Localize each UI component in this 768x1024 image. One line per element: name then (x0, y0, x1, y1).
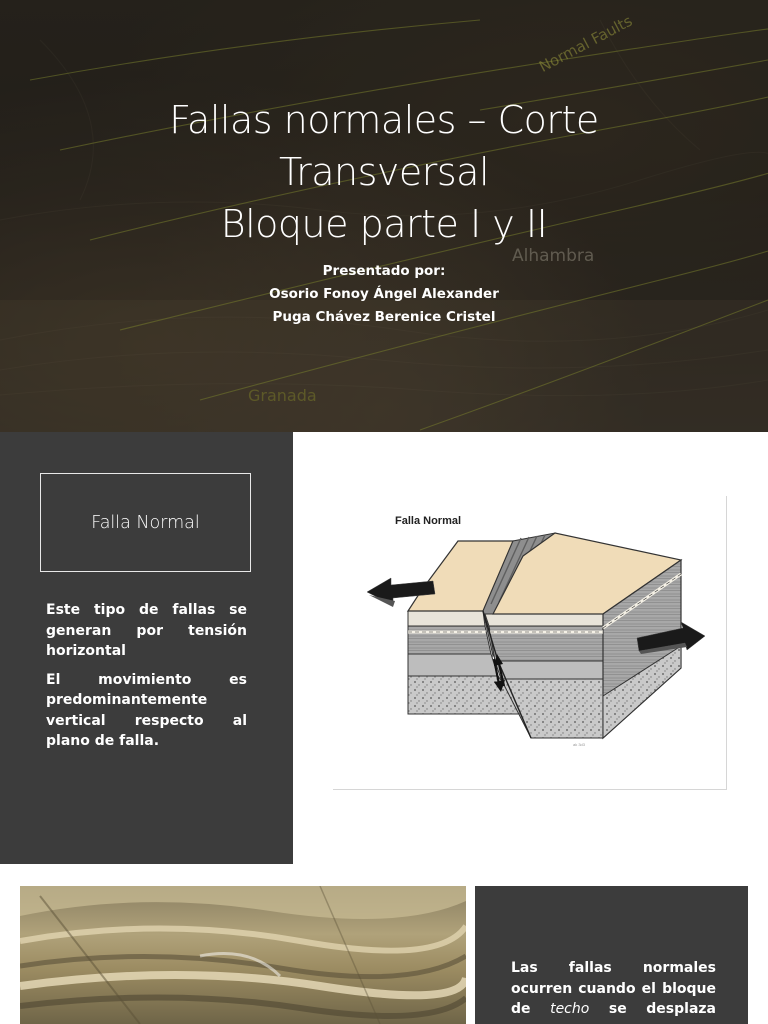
definition-text (46, 600, 247, 760)
presenter-name-1: Osorio Fonoy Ángel Alexander (269, 286, 499, 302)
definition-paragraph-2: El movimiento es predominantemente vertical respecto al plano de falla. (46, 671, 247, 749)
section-title-box (40, 473, 251, 572)
definition-paragraph-1: Este tipo de fallas se generan por tensión horizontal (46, 602, 247, 659)
definition-panel (0, 432, 293, 864)
explanation-text (511, 958, 716, 1020)
presenter-name-2: Puga Chávez Berenice Cristel (272, 309, 496, 325)
presenters-block (0, 260, 768, 329)
explanation-term-techo: techo (550, 1001, 590, 1017)
title-slide (0, 0, 768, 432)
title-line-2: Transversal (278, 150, 490, 194)
section-title: Falla Normal (91, 512, 200, 533)
title-line-1: Fallas normales – Corte (169, 98, 599, 142)
map-label-granada: Granada (248, 386, 317, 405)
title-line-3: Bloque parte I y II (220, 202, 548, 246)
diagram-panel (293, 432, 768, 864)
presented-by-label: Presentado por: (322, 263, 446, 279)
slide-title (0, 94, 768, 250)
rock-photo-texture (20, 886, 466, 1024)
normal-fault-diagram (333, 496, 727, 790)
explanation-text-part-2: se desplaza (589, 1001, 716, 1017)
fault-block-illustration (333, 496, 727, 790)
svg-text:ak 3d3: ak 3d3 (573, 742, 586, 747)
diagram-title: Falla Normal (395, 515, 462, 527)
explanation-panel (475, 886, 748, 1024)
map-label-alhambra: Alhambra (512, 246, 595, 266)
rock-strata-photo (20, 886, 466, 1024)
explanation-text-part-1: Las fallas normales ocurren cuando el bloque de (511, 960, 716, 1017)
map-label-normal-faults: Normal Faults (536, 11, 636, 76)
